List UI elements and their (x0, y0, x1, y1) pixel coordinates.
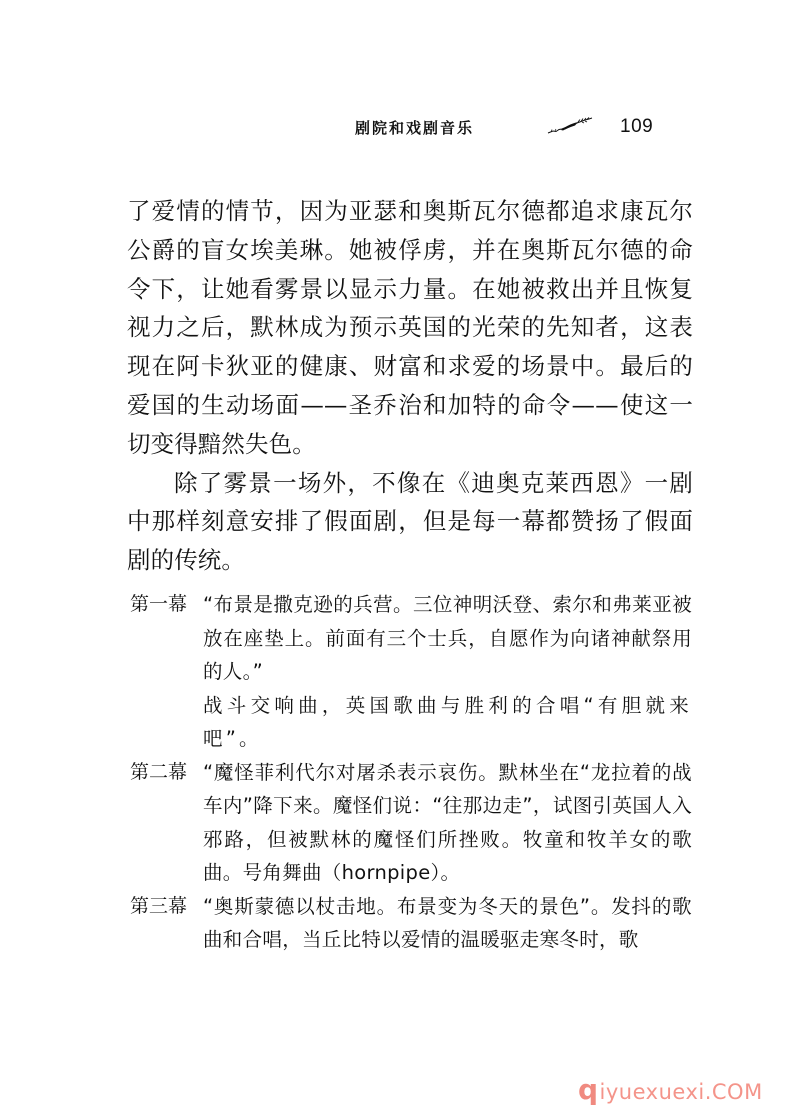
paragraph: 除了雾景一场外，不像在《迪奥克莱西恩》一剧中那样刻意安排了假面剧，但是每一幕都赞扬了假面剧的传统。 (127, 468, 693, 575)
act-2 (130, 756, 692, 890)
watermark-text: iyuexuexi.COM (599, 1080, 763, 1104)
act-label: 第二幕 (130, 760, 188, 783)
watermark-logo-q: q (578, 1073, 599, 1106)
running-title: 剧院和戏剧音乐 (355, 118, 475, 137)
act-description: “奥斯蒙德以杖击地。布景变为冬天的景色”。发抖的歌曲和合唱，当丘比特以爱情的温暖驱走寒冬时，歌 (203, 894, 692, 951)
act-body (203, 756, 692, 890)
feather-ornament-icon (547, 117, 593, 135)
paragraph: 了爱情的情节，因为亚瑟和奥斯瓦尔德都追求康瓦尔公爵的盲女埃美琳。她被俘虏，并在奥斯瓦尔德的命令下，让她看雾景以显示力量。在她被救出并且恢复视力之后，默林成为预示英国的光荣的先知者，这表现在阿卡狄亚的健康、财富和求爱的场景中。最后的爱国的生动场面——圣乔治和加特的命令——使这一切变得黯然失色。 (127, 197, 693, 458)
act-description: “布景是撒克逊的兵营。三位神明沃登、索尔和弗莱亚被放在座垫上。前面有三个士兵，自愿作为向诸神献祭用的人。” (203, 593, 692, 683)
act-label: 第一幕 (130, 593, 188, 615)
act-description: “魔怪菲利代尔对屠杀表示哀伤。默林坐在“龙拉着的战车内”降下来。魔怪们说：“往那边走”，试图引英国人入邪路，但被默林的魔怪们所挫败。牧童和牧羊女的歌曲。号角舞曲（hornpipe）。 (203, 760, 692, 884)
act-body (203, 890, 692, 957)
act-body (203, 588, 692, 756)
act-3 (130, 890, 692, 957)
act-1 (130, 588, 692, 756)
watermark (578, 1073, 763, 1106)
act-music: 战斗交响曲，英国歌曲与胜利的合唱“有胆就来吧”。 (203, 693, 692, 750)
page-number: 109 (620, 116, 654, 137)
body-text (127, 192, 693, 580)
running-header (355, 115, 474, 139)
act-list (130, 588, 692, 957)
act-label: 第三幕 (130, 894, 188, 917)
